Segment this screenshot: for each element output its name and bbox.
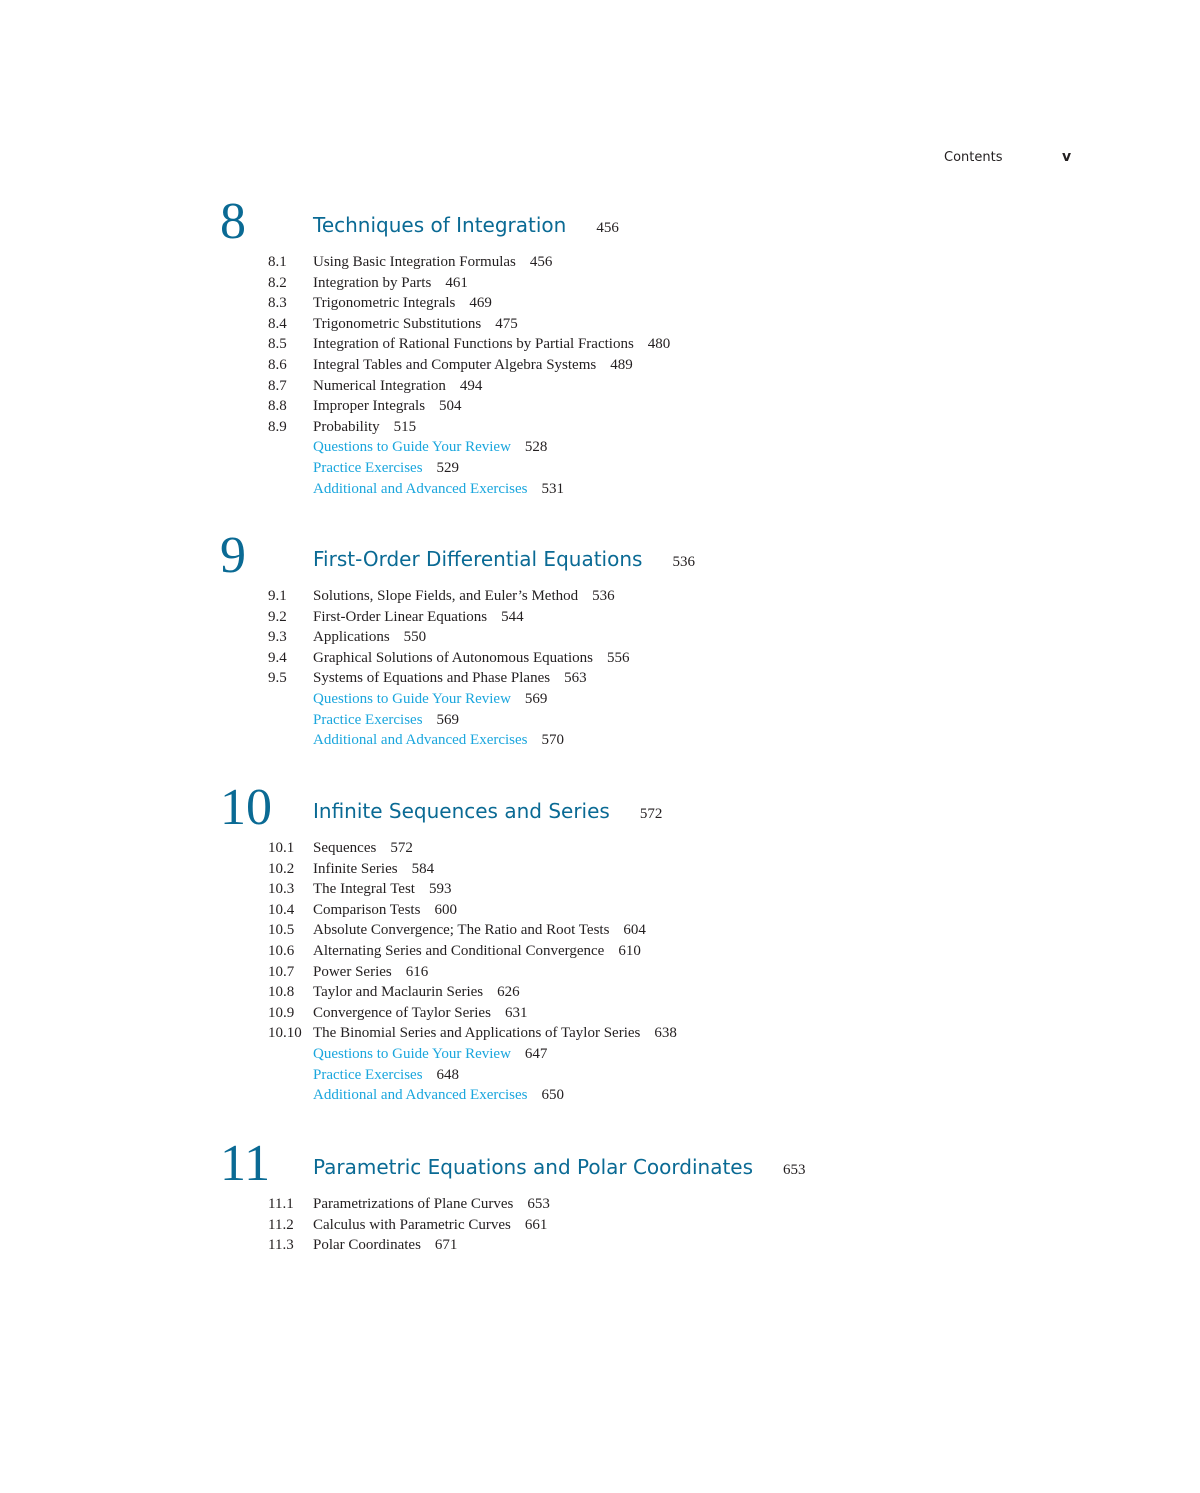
section-number: 9.5: [268, 670, 287, 687]
extra-title: Questions to Guide Your Review: [313, 1045, 511, 1062]
section-page: 556: [606, 649, 630, 666]
extra-page: 569: [524, 690, 548, 707]
section-title-group: [313, 252, 552, 273]
section-page: 626: [497, 984, 520, 1001]
section-page: 480: [647, 336, 671, 353]
section-title-group: [313, 314, 518, 335]
section-page: 671: [434, 1237, 458, 1254]
section-title-group: [313, 417, 416, 438]
toc-section-entry[interactable]: [0, 627, 1200, 648]
chapter-title: Infinite Sequences and Series: [313, 799, 610, 823]
section-number: 10.10: [268, 1025, 302, 1042]
section-number: 10.6: [268, 942, 295, 959]
toc-extra-link[interactable]: [0, 710, 1200, 731]
toc-extra-link[interactable]: [0, 437, 1200, 458]
section-title-group: [313, 586, 615, 607]
extra-title: Additional and Advanced Exercises: [313, 480, 528, 497]
section-number: 10.7: [268, 963, 295, 980]
section-number: 10.8: [268, 984, 295, 1001]
section-page: 494: [459, 377, 483, 394]
section-number: 8.6: [268, 356, 287, 373]
section-list: [0, 838, 1200, 1106]
chapter-heading[interactable]: [313, 798, 662, 827]
toc-section-entry[interactable]: [0, 586, 1200, 607]
section-page: 600: [434, 901, 457, 918]
section-page: 610: [618, 942, 641, 959]
section-page: 536: [592, 588, 615, 604]
section-list: [0, 586, 1200, 751]
toc-section-entry[interactable]: [0, 293, 1200, 314]
toc-section-entry[interactable]: [0, 838, 1200, 859]
chapter-number: 8: [220, 193, 246, 250]
section-title-group: [313, 941, 641, 962]
chapter-page: 572: [639, 806, 663, 822]
section-number: 8.3: [268, 295, 287, 312]
section-title: Convergence of Taylor Series: [313, 1004, 491, 1021]
section-title: Systems of Equations and Phase Planes: [313, 670, 551, 687]
section-title: Infinite Series: [313, 860, 398, 877]
toc-section-entry[interactable]: [0, 417, 1200, 438]
section-number: 9.4: [268, 649, 287, 666]
section-title: The Integral Test: [313, 881, 415, 898]
extra-page: 531: [541, 480, 565, 497]
chapter-title: Parametric Equations and Polar Coordinates: [313, 1155, 754, 1179]
section-title-group: [313, 396, 462, 417]
section-title: Integration by Parts: [313, 274, 432, 291]
running-head: [944, 149, 1072, 165]
toc-extra-link[interactable]: [0, 1065, 1200, 1086]
extra-title-group: [313, 730, 564, 751]
section-number: 10.2: [268, 860, 295, 877]
section-title: Parametrizations of Plane Curves: [313, 1196, 514, 1212]
extra-title: Practice Exercises: [313, 459, 423, 476]
extra-page: 569: [436, 711, 460, 728]
section-page: 544: [501, 608, 524, 625]
section-title-group: [313, 900, 457, 921]
toc-section-entry[interactable]: [0, 334, 1200, 355]
chapter-page: 653: [783, 1162, 806, 1178]
section-title: Calculus with Parametric Curves: [313, 1216, 511, 1233]
section-title-group: [313, 668, 587, 689]
extra-title: Practice Exercises: [313, 1066, 423, 1083]
section-number: 8.4: [268, 315, 287, 332]
toc-section-entry[interactable]: [0, 648, 1200, 669]
section-page: 461: [445, 274, 468, 291]
section-page: 631: [504, 1004, 528, 1021]
section-page: 563: [564, 670, 587, 687]
extra-page: 529: [436, 459, 460, 476]
section-page: 550: [403, 629, 427, 646]
section-title-group: [313, 962, 428, 983]
section-title: Power Series: [313, 963, 392, 980]
extra-title: Practice Exercises: [313, 711, 423, 728]
section-title-group: [313, 627, 426, 648]
toc-section-entry[interactable]: [0, 879, 1200, 900]
section-list: [0, 1194, 1200, 1256]
toc-section-entry[interactable]: [0, 982, 1200, 1003]
section-title: Taylor and Maclaurin Series: [313, 984, 484, 1001]
toc-section-entry[interactable]: [0, 607, 1200, 628]
extra-title: Questions to Guide Your Review: [313, 439, 511, 456]
section-title: Improper Integrals: [313, 398, 426, 415]
section-title: Alternating Series and Conditional Convergence: [313, 942, 605, 959]
section-number: 9.3: [268, 629, 287, 646]
section-title: Trigonometric Substitutions: [313, 315, 482, 332]
section-number: 10.4: [268, 901, 295, 918]
extra-title-group: [313, 458, 459, 479]
section-page: 456: [529, 254, 553, 270]
section-title-group: [313, 1215, 547, 1236]
section-page: 638: [654, 1025, 677, 1042]
toc-section-entry[interactable]: [0, 1023, 1200, 1044]
section-title: Probability: [313, 418, 380, 435]
toc-section-entry[interactable]: [0, 962, 1200, 983]
section-page: 489: [610, 356, 633, 373]
section-number: 11.2: [268, 1216, 294, 1233]
section-title-group: [313, 355, 633, 376]
chapter-heading[interactable]: [313, 546, 695, 575]
extra-title-group: [313, 689, 547, 710]
section-number: 10.3: [268, 881, 295, 898]
section-number: 8.9: [268, 418, 287, 435]
section-number: 8.5: [268, 336, 287, 353]
section-number: 9.1: [268, 588, 287, 604]
extra-title-group: [313, 437, 547, 458]
section-number: 8.2: [268, 274, 287, 291]
extra-page: 528: [524, 439, 548, 456]
toc-section-entry[interactable]: [0, 376, 1200, 397]
extra-title-group: [313, 1044, 547, 1065]
section-title: Sequences: [313, 840, 377, 856]
section-title: Graphical Solutions of Autonomous Equations: [313, 649, 593, 666]
extra-title-group: [313, 1065, 459, 1086]
toc-extra-link[interactable]: [0, 689, 1200, 710]
extra-title-group: [313, 479, 564, 500]
section-page: 504: [439, 398, 462, 415]
toc-section-entry[interactable]: [0, 941, 1200, 962]
section-title-group: [313, 920, 646, 941]
section-title: Applications: [313, 629, 390, 646]
chapter-page: 536: [672, 554, 695, 570]
chapter-title: Techniques of Integration: [313, 213, 567, 237]
section-title: First-Order Linear Equations: [313, 608, 488, 625]
section-title-group: [313, 334, 670, 355]
section-title-group: [313, 1023, 677, 1044]
section-page: 661: [524, 1216, 548, 1233]
extra-page: 647: [524, 1045, 548, 1062]
section-title-group: [313, 838, 413, 859]
section-number: 10.5: [268, 922, 295, 939]
section-title: Integration of Rational Functions by Partial Fractions: [313, 336, 634, 353]
section-title: Comparison Tests: [313, 901, 421, 918]
section-title-group: [313, 982, 520, 1003]
toc-extra-link[interactable]: [0, 1044, 1200, 1065]
extra-title: Additional and Advanced Exercises: [313, 732, 528, 749]
section-title-group: [313, 293, 492, 314]
section-page: 572: [390, 840, 413, 856]
toc-section-entry[interactable]: [0, 396, 1200, 417]
chapter-number: 11: [220, 1135, 271, 1192]
toc-section-entry[interactable]: [0, 1215, 1200, 1236]
section-title: Using Basic Integration Formulas: [313, 254, 516, 270]
toc-section-entry[interactable]: [0, 920, 1200, 941]
section-title: Solutions, Slope Fields, and Euler’s Method: [313, 588, 579, 604]
toc-extra-link[interactable]: [0, 458, 1200, 479]
toc-section-entry[interactable]: [0, 668, 1200, 689]
section-page: 469: [469, 295, 492, 312]
section-title-group: [313, 1003, 527, 1024]
extra-page: 650: [541, 1087, 565, 1104]
section-title: The Binomial Series and Applications of Taylor Series: [313, 1025, 641, 1042]
section-title: Numerical Integration: [313, 377, 446, 394]
section-number: 8.8: [268, 398, 287, 415]
toc-section-entry[interactable]: [0, 1194, 1200, 1215]
section-page: 593: [428, 881, 452, 898]
toc-section-entry[interactable]: [0, 900, 1200, 921]
extra-title-group: [313, 710, 459, 731]
section-page: 584: [411, 860, 435, 877]
section-title-group: [313, 273, 468, 294]
section-number: 8.1: [268, 254, 287, 270]
chapter-number: 10: [220, 779, 272, 836]
extra-page: 648: [436, 1066, 460, 1083]
running-head-label: Contents: [944, 150, 1003, 165]
toc-section-entry[interactable]: [0, 1235, 1200, 1256]
toc-section-entry[interactable]: [0, 273, 1200, 294]
section-title: Polar Coordinates: [313, 1237, 421, 1254]
section-title: Absolute Convergence; The Ratio and Root Tests: [313, 922, 610, 939]
chapter-number: 9: [220, 527, 246, 584]
section-number: 11.3: [268, 1237, 294, 1254]
extra-title: Questions to Guide Your Review: [313, 690, 511, 707]
section-number: 9.2: [268, 608, 287, 625]
chapter-heading[interactable]: [313, 212, 619, 241]
section-number: 10.1: [268, 840, 295, 856]
section-title-group: [313, 648, 629, 669]
chapter-title: First-Order Differential Equations: [313, 547, 643, 571]
section-page: 616: [405, 963, 429, 980]
section-title-group: [313, 1194, 550, 1215]
section-number: 8.7: [268, 377, 287, 394]
chapter-heading[interactable]: [313, 1154, 806, 1183]
section-page: 475: [495, 315, 518, 332]
extra-title: Additional and Advanced Exercises: [313, 1087, 528, 1104]
section-title: Integral Tables and Computer Algebra Systems: [313, 356, 597, 373]
section-list: [0, 252, 1200, 499]
toc-section-entry[interactable]: [0, 355, 1200, 376]
chapter-page: 456: [596, 220, 619, 236]
toc-section-entry[interactable]: [0, 314, 1200, 335]
toc-section-entry[interactable]: [0, 252, 1200, 273]
toc-section-entry[interactable]: [0, 1003, 1200, 1024]
section-title: Trigonometric Integrals: [313, 295, 456, 312]
page-folio: v: [1062, 149, 1072, 165]
section-title-group: [313, 1235, 457, 1256]
section-page: 515: [393, 418, 417, 435]
section-title-group: [313, 376, 482, 397]
extra-page: 570: [541, 732, 565, 749]
section-number: 10.9: [268, 1004, 295, 1021]
section-number: 11.1: [268, 1196, 294, 1212]
toc-extra-link[interactable]: [0, 479, 1200, 500]
section-title-group: [313, 607, 524, 628]
toc-section-entry[interactable]: [0, 859, 1200, 880]
section-page: 653: [527, 1196, 550, 1212]
section-title-group: [313, 879, 451, 900]
toc-extra-link[interactable]: [0, 1085, 1200, 1106]
toc-extra-link[interactable]: [0, 730, 1200, 751]
section-page: 604: [623, 922, 646, 939]
section-title-group: [313, 859, 434, 880]
extra-title-group: [313, 1085, 564, 1106]
